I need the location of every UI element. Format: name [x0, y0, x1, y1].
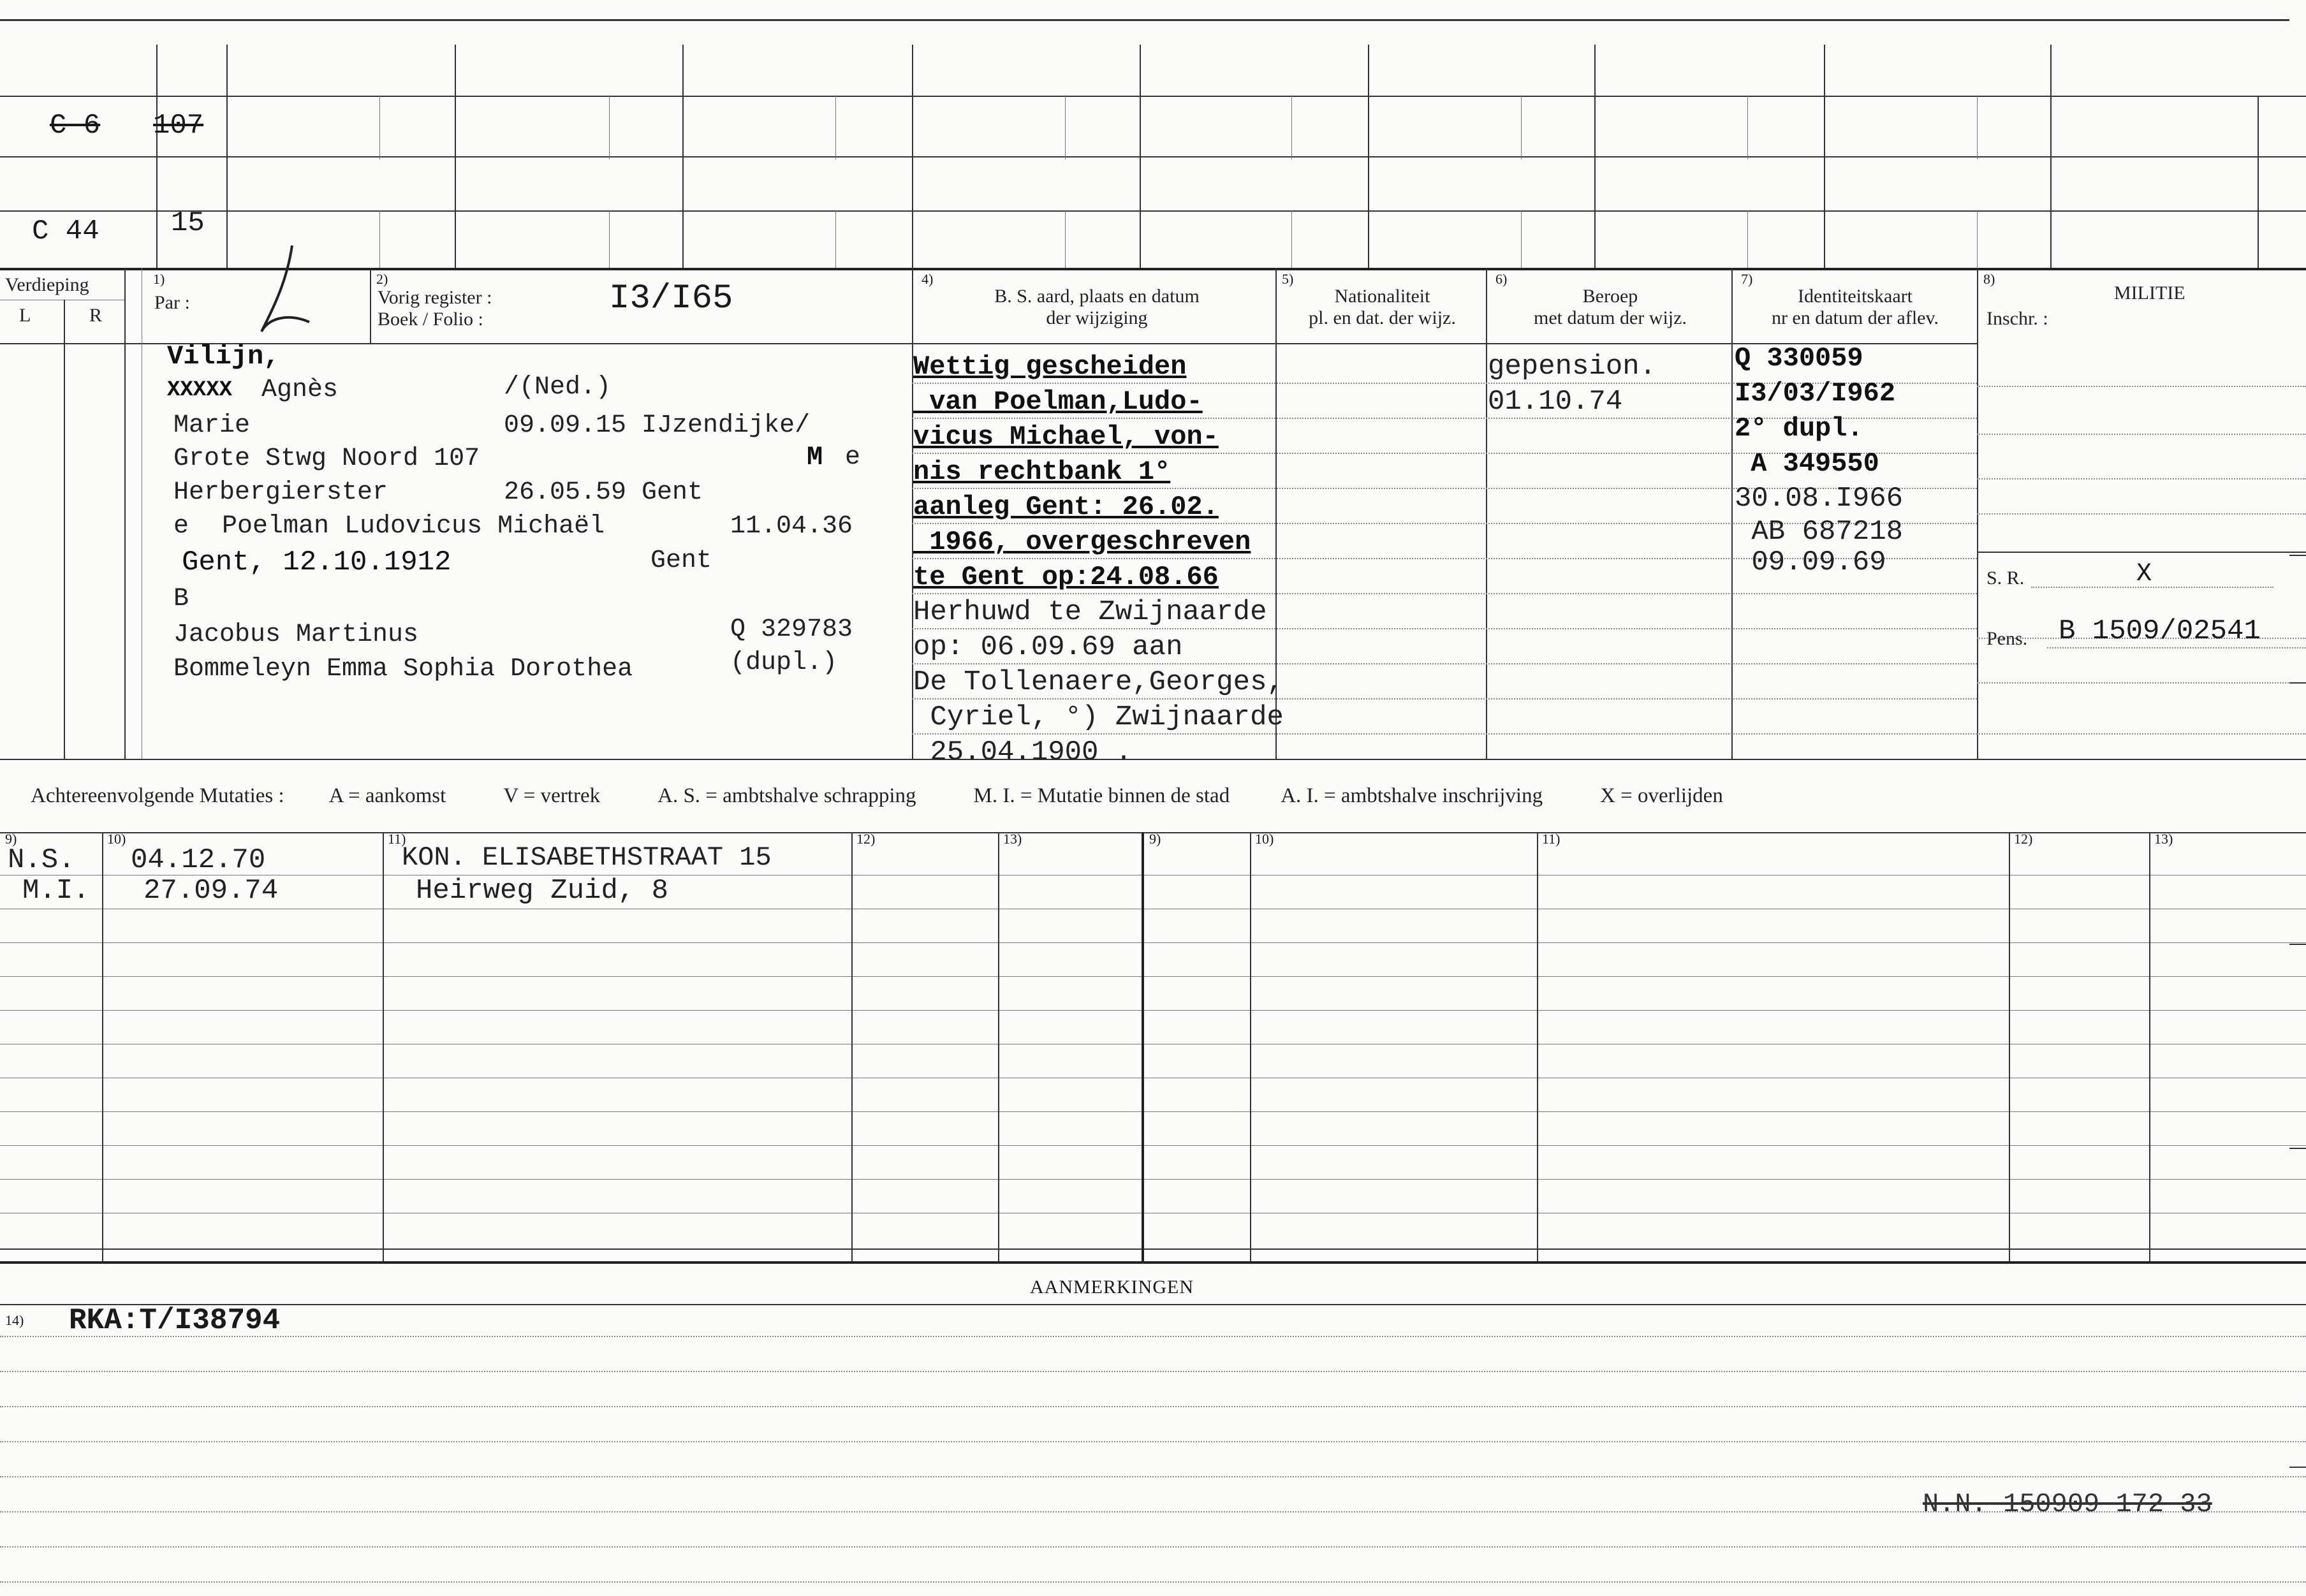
mutaties-label: Achtereenvolgende Mutaties : — [31, 784, 284, 807]
legend-item: A = aankomst — [328, 784, 446, 807]
code-c44: C 44 — [32, 216, 99, 247]
legend-item: X = overlijden — [1600, 784, 1723, 807]
identity-line: AB 687218 — [1735, 516, 1904, 548]
mutatie-type: M.I. — [22, 875, 90, 907]
pens-value: B 1509/02541 — [2059, 615, 2261, 647]
col-num-2: 2) — [376, 271, 388, 287]
spouse-prefix: e — [173, 512, 189, 541]
nationality-mark: /(Ned.) — [504, 373, 612, 402]
bs-header-line1: B. S. aard, plaats en datum — [994, 286, 1200, 307]
nat-header-line2: pl. en dat. der wijz. — [1309, 307, 1456, 328]
occupation-date: 26.05.59 Gent — [504, 478, 703, 507]
mutatie-address: KON. ELISABETHSTRAAT 15 — [402, 842, 772, 873]
identity-line: 30.08.I966 — [1735, 483, 1904, 515]
identity-line: I3/03/I962 — [1735, 378, 1896, 409]
identity-line: 2° dupl. — [1735, 413, 1863, 444]
mutatie-date: 27.09.74 — [143, 875, 279, 907]
bs-entries — [913, 349, 1284, 770]
code-107: 107 — [153, 110, 204, 142]
beroep-header-line2: met datum der wijz. — [1534, 307, 1687, 328]
bs-line: 25.04.1900 . — [913, 736, 1133, 768]
birth-date-place: 09.09.15 IJzendijke/ — [504, 411, 811, 440]
pens-label: Pens. — [1987, 628, 2028, 649]
spouse-name: Poelman Ludovicus Michaël — [222, 512, 605, 541]
bs-line: Wettig gescheiden — [913, 351, 1187, 382]
identity-entries — [1735, 341, 1903, 578]
id-header-line1: Identiteitskaart — [1798, 286, 1913, 307]
legend-item: A. I. = ambtshalve inschrijving — [1281, 784, 1543, 807]
marriage-place: Gent — [650, 546, 712, 575]
boek-folio-label: Boek / Folio : — [378, 309, 483, 330]
b-mark: B — [173, 585, 189, 613]
mut-col-num: 10) — [1255, 831, 1274, 847]
mut-col-num: 11) — [388, 831, 406, 847]
occupation: Herbergierster — [173, 478, 388, 507]
mutaties-legend — [31, 784, 2301, 808]
col-num-8: 8) — [1983, 271, 1995, 287]
mut-col-num: 11) — [1542, 831, 1561, 847]
legend-item: M. I. = Mutatie binnen de stad — [973, 784, 1230, 807]
bs-line: vicus Michael, von- — [913, 421, 1219, 452]
mutatie-date: 04.12.70 — [131, 844, 266, 876]
mut-col-num: 13) — [1003, 831, 1022, 847]
mother-name: Bommeleyn Emma Sophia Dorothea — [173, 655, 633, 684]
col-num-1: 1) — [153, 271, 165, 287]
mut-col-num: 9) — [5, 831, 17, 847]
given-name-2: Marie — [173, 411, 251, 440]
inschr-label: Inschr. : — [1987, 308, 2048, 329]
identiteit-header — [1733, 286, 1977, 329]
mut-col-num: 12) — [856, 831, 876, 847]
bs-line: Cyriel, °) Zwijnaarde — [913, 701, 1284, 733]
struck-name: XXXXX — [167, 378, 233, 402]
legend-item: V = vertrek — [503, 784, 601, 807]
signature-mark — [249, 242, 319, 338]
mark-e: e — [845, 443, 861, 472]
verdieping-label: Verdieping — [5, 274, 89, 295]
mut-col-num: 13) — [2154, 831, 2173, 847]
militie-label: MILITIE — [2114, 282, 2185, 304]
footer-reference: N.N. 150909 172 33 — [1923, 1489, 2212, 1519]
beroep-line: 01.10.74 — [1488, 386, 1623, 418]
nationaliteit-header — [1279, 286, 1486, 329]
legend-item: A. S. = ambtshalve schrapping — [657, 784, 916, 807]
father-name: Jacobus Martinus — [173, 620, 419, 649]
par-label: Par : — [154, 292, 190, 313]
bs-header — [918, 286, 1275, 329]
sr-label: S. R. — [1987, 567, 2025, 589]
bs-line: aanleg Gent: 26.02. — [913, 492, 1219, 522]
bs-line: nis rechtbank 1° — [913, 457, 1171, 487]
vorig-register-label: Vorig register : — [378, 287, 492, 308]
dupl-mark: (dupl.) — [730, 648, 838, 677]
mark-m: M — [807, 442, 823, 472]
mut-col-num: 10) — [107, 831, 126, 847]
id-header-line2: nr en datum der aflev. — [1771, 307, 1939, 328]
first-name: Agnès — [261, 376, 339, 404]
bs-line: te Gent op:24.08.66 — [913, 562, 1219, 592]
beroep-header-line1: Beroep — [1582, 286, 1638, 307]
mutatie-type: N.S. — [8, 844, 75, 876]
nat-header-line1: Nationaliteit — [1334, 286, 1430, 307]
bs-line: van Poelman,Ludo- — [913, 386, 1203, 417]
beroep-entries — [1488, 349, 1656, 420]
spouse-date: 11.04.36 — [730, 512, 853, 541]
mutatie-address: Heirweg Zuid, 8 — [416, 875, 669, 907]
col-num-6: 6) — [1495, 271, 1508, 287]
id-reference: Q 329783 — [730, 615, 853, 644]
beroep-line: gepension. — [1488, 351, 1657, 383]
aanmerkingen-text: RKA:T/I38794 — [69, 1304, 281, 1337]
marriage-date: Gent, 12.10.1912 — [182, 546, 452, 578]
aanmerkingen-title: AANMERKINGEN — [1030, 1277, 1194, 1298]
identity-line: Q 330059 — [1735, 343, 1863, 374]
col-r-label: R — [89, 305, 103, 326]
identity-line: 09.09.69 — [1735, 546, 1886, 578]
bs-line: Herhuwd te Zwijnaarde — [913, 596, 1267, 628]
beroep-header — [1489, 286, 1731, 329]
aanmerkingen-num: 14) — [5, 1312, 24, 1328]
vorig-register-value: I3/I65 — [609, 279, 733, 318]
address: Grote Stwg Noord 107 — [173, 444, 480, 473]
col-num-5: 5) — [1282, 271, 1294, 287]
col-num-4: 4) — [922, 271, 934, 287]
mut-col-num: 12) — [2014, 831, 2033, 847]
bs-header-line2: der wijziging — [1046, 307, 1148, 328]
mut-col-num: 9) — [1149, 831, 1161, 847]
bs-line: 1966, overgeschreven — [913, 527, 1251, 557]
col-l-label: L — [19, 305, 31, 326]
surname: Vilijn, — [167, 341, 280, 372]
bs-line: De Tollenaere,Georges, — [913, 666, 1284, 698]
col-num-7: 7) — [1741, 271, 1753, 287]
bs-line: op: 06.09.69 aan — [913, 631, 1183, 663]
sr-value: X — [2136, 560, 2152, 589]
identity-line: A 349550 — [1735, 448, 1879, 479]
code-15: 15 — [171, 207, 205, 239]
code-c6: C 6 — [50, 110, 101, 142]
